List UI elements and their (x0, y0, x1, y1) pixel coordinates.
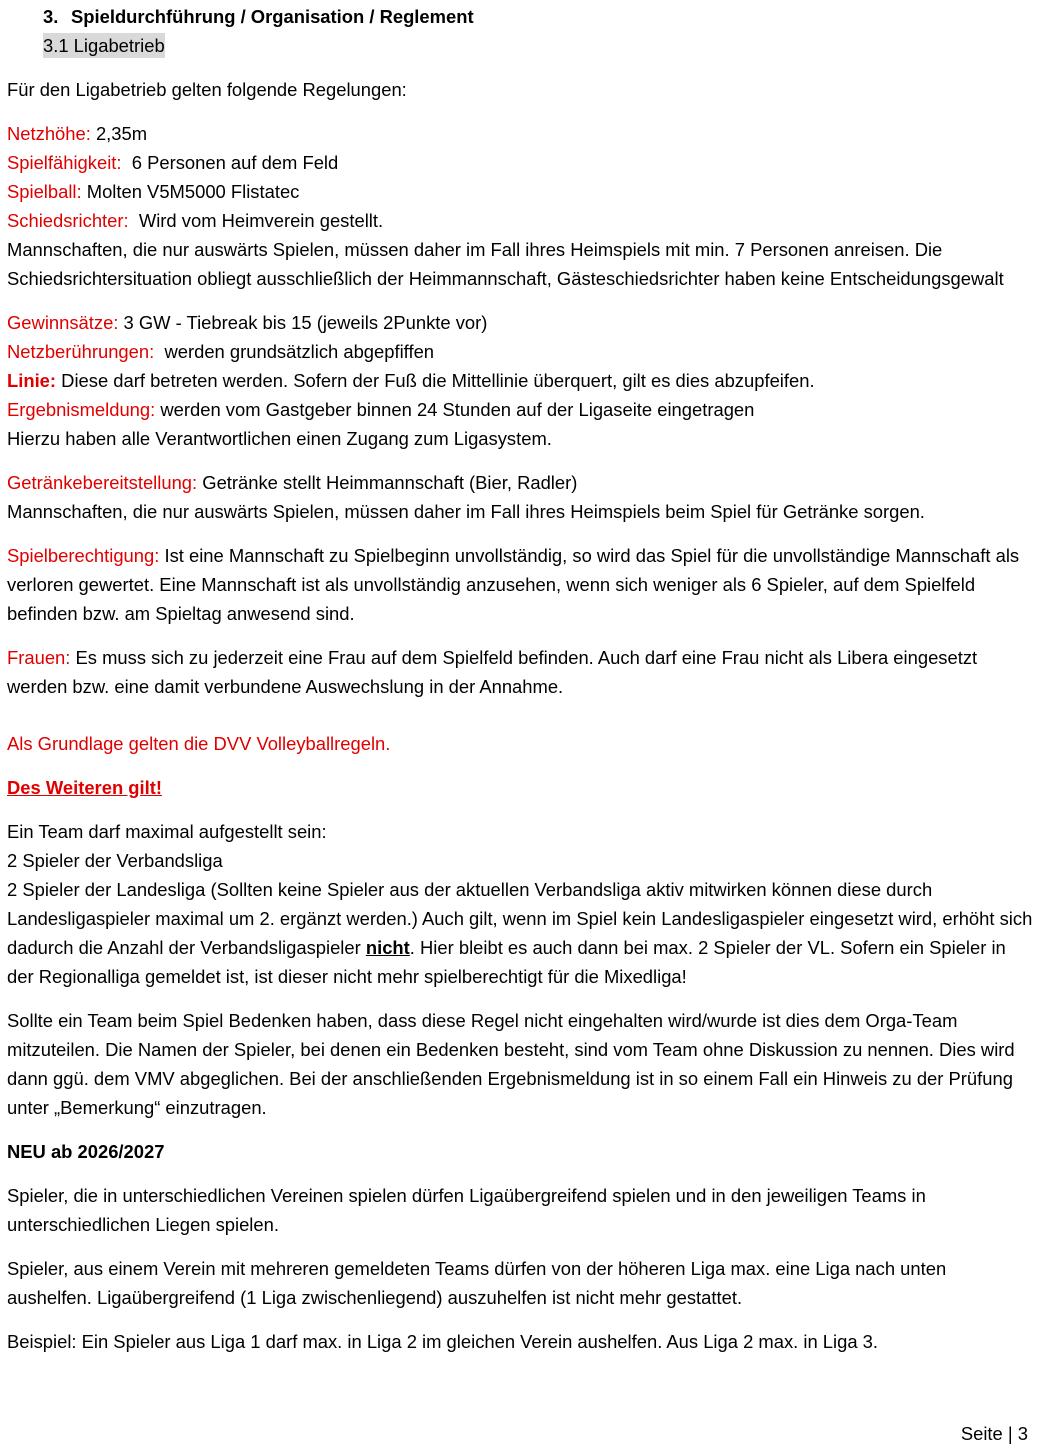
section-heading (43, 2, 1033, 31)
rule-netzhoehe (7, 119, 1033, 148)
ligasystem-note: Hierzu haben alle Verantwortlichen einen Zugang zum Ligasystem. (7, 428, 552, 449)
rule-key: Frauen: (7, 647, 71, 668)
emphasis-nicht: nicht (365, 937, 410, 958)
rule-ergebnismeldung (7, 395, 1033, 424)
rule-key: Getränkebereitstellung: (7, 472, 198, 493)
getraenke-note: Mannschaften, die nur auswärts Spielen, müssen daher im Fall ihres Heimspiels beim Spiel für Getränke sorgen. (7, 501, 925, 522)
subsection-label: 3.1 Ligabetrieb (43, 35, 165, 56)
rule-schiedsrichter (7, 206, 1033, 235)
rule-spielberechtigung (7, 541, 1033, 628)
document-page (7, 2, 1033, 1356)
rule-text: 2,35m (90, 123, 148, 144)
neu-heading: NEU ab 2026/2027 (7, 1141, 165, 1162)
neu-paragraph-1: Spieler, die in unterschiedlichen Vereinen spielen dürfen Ligaübergreifend spielen und in den jeweiligen Teams in unterschiedlichen Liegen spielen. (7, 1185, 926, 1235)
rule-spielfaehigkeit (7, 148, 1033, 177)
rule-text: Diese darf betreten werden. Sofern der Fuß die Mittellinie überquert, gilt es dies abzupfeifen. (56, 370, 815, 391)
bedenken-paragraph: Sollte ein Team beim Spiel Bedenken haben, dass diese Regel nicht eingehalten wird/wurde ist dies dem Orga-Team mitzuteilen. Die Namen der Spieler, bei denen ein Bedenken besteht, sind vom Team ohne Diskussion zu nennen. Dies wird dann ggü. dem VMV abgeglichen. Bei der anschließenden Ergebnismeldung ist in so einem Fall ein Hinweis zu der Prüfung unter „Bemerkung“ einzutragen. (7, 1010, 1015, 1118)
rule-text: 3 GW - Tiebreak bis 15 (jeweils 2Punkte vor) (118, 312, 488, 333)
neu-paragraph-2: Spieler, aus einem Verein mit mehreren gemeldeten Teams dürfen von der höheren Liga max. eine Liga nach unten aushelfen. Ligaübergreifend (1 Liga zwischenliegend) auszuhelfen ist nicht mehr gestattet. (7, 1258, 947, 1308)
rule-key: Spielball: (7, 181, 82, 202)
subsection-heading (43, 31, 1033, 60)
page-number: Seite | 3 (960, 1423, 1028, 1444)
section-number: 3. (43, 6, 59, 27)
rule-key: Spielberechtigung: (7, 545, 160, 566)
rule-text: Molten V5M5000 Flistatec (81, 181, 300, 202)
grundlage-text: Als Grundlage gelten die DVV Volleyballregeln. (7, 733, 391, 754)
rule-getraenke (7, 468, 1033, 497)
rule-key: Linie: (7, 370, 57, 391)
rule-netzberuehrungen (7, 337, 1033, 366)
rule-key: Ergebnismeldung: (7, 399, 156, 420)
rule-text: werden vom Gastgeber binnen 24 Stunden auf der Ligaseite eingetragen (155, 399, 755, 420)
rule-key: Spielfähigkeit: (7, 152, 122, 173)
rule-text: Wird vom Heimverein gestellt. (128, 210, 384, 231)
rule-key: Netzberührungen: (7, 341, 155, 362)
rule-text: Getränke stellt Heimmannschaft (Bier, Radler) (197, 472, 578, 493)
referee-note: Mannschaften, die nur auswärts Spielen, müssen daher im Fall ihres Heimspiels mit min. 7 Personen anreisen. Die Schiedsrichtersituation obliegt ausschließlich der Heimmannschaft, Gästeschiedsrichter haben keine Entscheidungsgewalt (7, 239, 1004, 289)
team-intro: Ein Team darf maximal aufgestellt sein: (7, 821, 327, 842)
rule-frauen (7, 643, 1033, 701)
rule-key: Gewinnsätze: (7, 312, 119, 333)
intro-text: Für den Ligabetrieb gelten folgende Regelungen: (7, 79, 407, 100)
rule-key: Netzhöhe: (7, 123, 91, 144)
rule-linie (7, 366, 1033, 395)
team-landesliga: 2 Spieler der Landesliga (Sollten keine Spieler aus der aktuellen Verbandsliga aktiv mitwirken können diese durch Landesligaspieler maximal um 2. ergänzt werden.) Auch gilt, wenn im Spiel kein Landesligaspieler eingesetzt wird, erhöht sich dadurch die Anzahl der Verbandsligaspieler nicht. Hier bleibt es auch dann bei max. 2 Spieler der VL. Sofern ein Spieler in der Regionalliga gemeldet ist, ist dieser nicht mehr spielberechtigt für die Mixedliga! (7, 879, 1033, 987)
rule-text: 6 Personen auf dem Feld (121, 152, 339, 173)
rule-key: Schiedsrichter: (7, 210, 129, 231)
rule-text: Es muss sich zu jederzeit eine Frau auf dem Spielfeld befinden. Auch darf eine Frau nicht als Libera eingesetzt werden bzw. eine damit verbundene Auswechslung in der Annahme. (7, 647, 978, 697)
rule-gewinnsaetze (7, 308, 1033, 337)
rule-text: Ist eine Mannschaft zu Spielbeginn unvollständig, so wird das Spiel für die unvollständige Mannschaft als verloren gewertet. Eine Mannschaft ist als unvollständig anzusehen, wenn sich weniger als 6 Spieler, auf dem Spielfeld befinden bzw. am Spieltag anwesend sind. (7, 545, 1020, 624)
section-title: Spieldurchführung / Organisation / Reglement (71, 6, 474, 27)
rule-spielball (7, 177, 1033, 206)
neu-paragraph-3: Beispiel: Ein Spieler aus Liga 1 darf max. in Liga 2 im gleichen Verein aushelfen. Aus Liga 2 max. in Liga 3. (7, 1331, 879, 1352)
weiteren-heading: Des Weiteren gilt! (7, 777, 162, 798)
rule-text: werden grundsätzlich abgepfiffen (154, 341, 435, 362)
team-verbandsliga: 2 Spieler der Verbandsliga (7, 850, 223, 871)
